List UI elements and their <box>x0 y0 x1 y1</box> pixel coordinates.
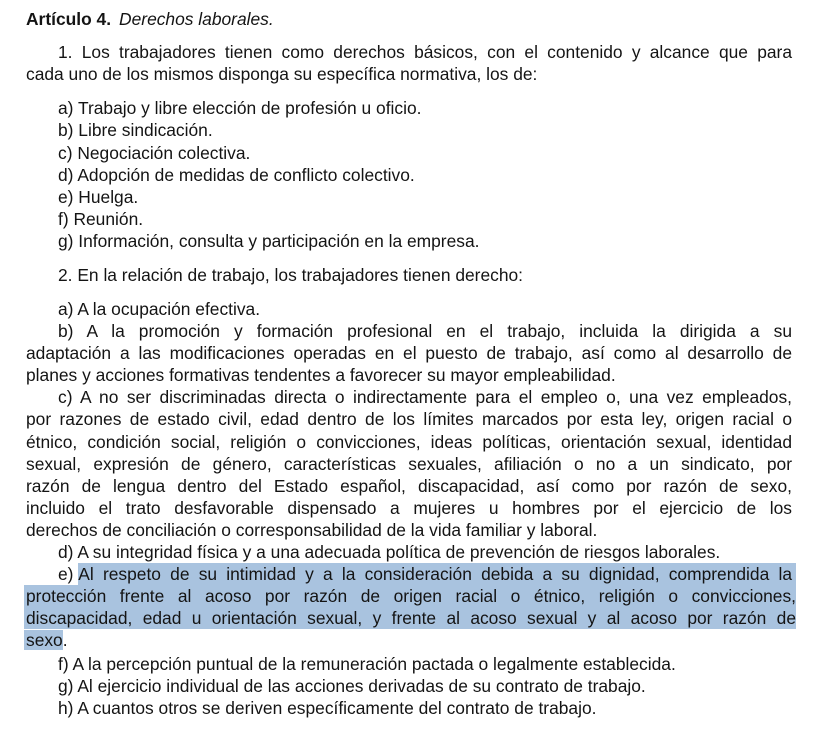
section2-item-c-line4: sexual, expresión de género, características sexuales, afiliación o no a un sindicato, por <box>26 454 792 474</box>
section2-item-b-line2: adaptación a las modificaciones operadas en el puesto de trabajo, así como al desarrollo de <box>26 343 792 363</box>
section1-intro-line2: cada uno de los mismos disponga su específica normativa, los de: <box>26 64 538 84</box>
section2-item-b-line3: planes y acciones formativas tendentes a favorecer su mayor empleabilidad. <box>26 365 616 385</box>
section2-item-c-line3: étnico, condición social, religión o convicciones, ideas políticas, orientación sexual, identidad <box>26 432 792 452</box>
highlighted-text-line1: Al respeto de su intimidad y a la consideración debida a su dignidad, comprendida la <box>78 563 796 585</box>
section2-item-c-line5: razón de lengua dentro del Estado español, discapacidad, así como por razón de sexo, <box>26 476 792 496</box>
section2-item-e-line1 <box>58 563 792 585</box>
section2-item-c-line1: c) A no ser discriminadas directa o indirectamente para el empleo o, una vez empleados, <box>58 387 792 407</box>
highlighted-text-line3: discapacidad, edad u orientación sexual, y frente al acoso sexual y al acoso por razón de <box>26 608 796 628</box>
section2-intro: 2. En la relación de trabajo, los trabajadores tienen derecho: <box>58 265 524 285</box>
highlighted-text-line4: sexo <box>26 630 63 650</box>
section1-item-b: b) Libre sindicación. <box>58 120 213 140</box>
section1-item-c: c) Negociación colectiva. <box>58 143 251 163</box>
section1-item-a: a) Trabajo y libre elección de profesión u oficio. <box>58 98 422 118</box>
section2-item-e-end: . <box>62 630 68 650</box>
article-heading <box>26 8 274 30</box>
section1-item-f: f) Reunión. <box>58 209 144 229</box>
section1-item-g: g) Información, consulta y participación en la empresa. <box>58 231 480 251</box>
section2-item-c-line7: derechos de conciliación o corresponsabilidad de la vida familiar y laboral. <box>26 520 598 540</box>
section2-item-b-line1: b) A la promoción y formación profesional en el trabajo, incluida la dirigida a su <box>58 321 792 341</box>
section2-item-e-prefix: e) <box>58 564 79 584</box>
section2-item-g: g) Al ejercicio individual de las acciones derivadas de su contrato de trabajo. <box>58 676 646 696</box>
highlighted-text-line2: protección frente al acoso por razón de origen racial o étnico, religión o convicciones, <box>26 586 796 606</box>
section1-item-d: d) Adopción de medidas de conflicto colectivo. <box>58 165 415 185</box>
section2-item-c-line2: por razones de estado civil, edad dentro de los límites marcados por esta ley, origen racial o <box>26 409 792 429</box>
article-title: Derechos laborales. <box>119 9 274 29</box>
section2-item-c-line6: incluido el trato desfavorable dispensado a mujeres u hombres por el ejercicio de los <box>26 498 792 518</box>
section2-item-f: f) A la percepción puntual de la remuneración pactada o legalmente establecida. <box>58 654 676 674</box>
section2-item-h: h) A cuantos otros se deriven específicamente del contrato de trabajo. <box>58 698 597 718</box>
section1-item-e: e) Huelga. <box>58 187 139 207</box>
section2-item-d: d) A su integridad física y a una adecuada política de prevención de riesgos laborales. <box>58 542 721 562</box>
article-label: Artículo 4. <box>26 9 112 29</box>
section2-item-a: a) A la ocupación efectiva. <box>58 299 261 319</box>
section2-item-e-line4 <box>24 629 68 651</box>
section1-intro-line1: 1. Los trabajadores tienen como derechos básicos, con el contenido y alcance que para <box>58 42 792 62</box>
